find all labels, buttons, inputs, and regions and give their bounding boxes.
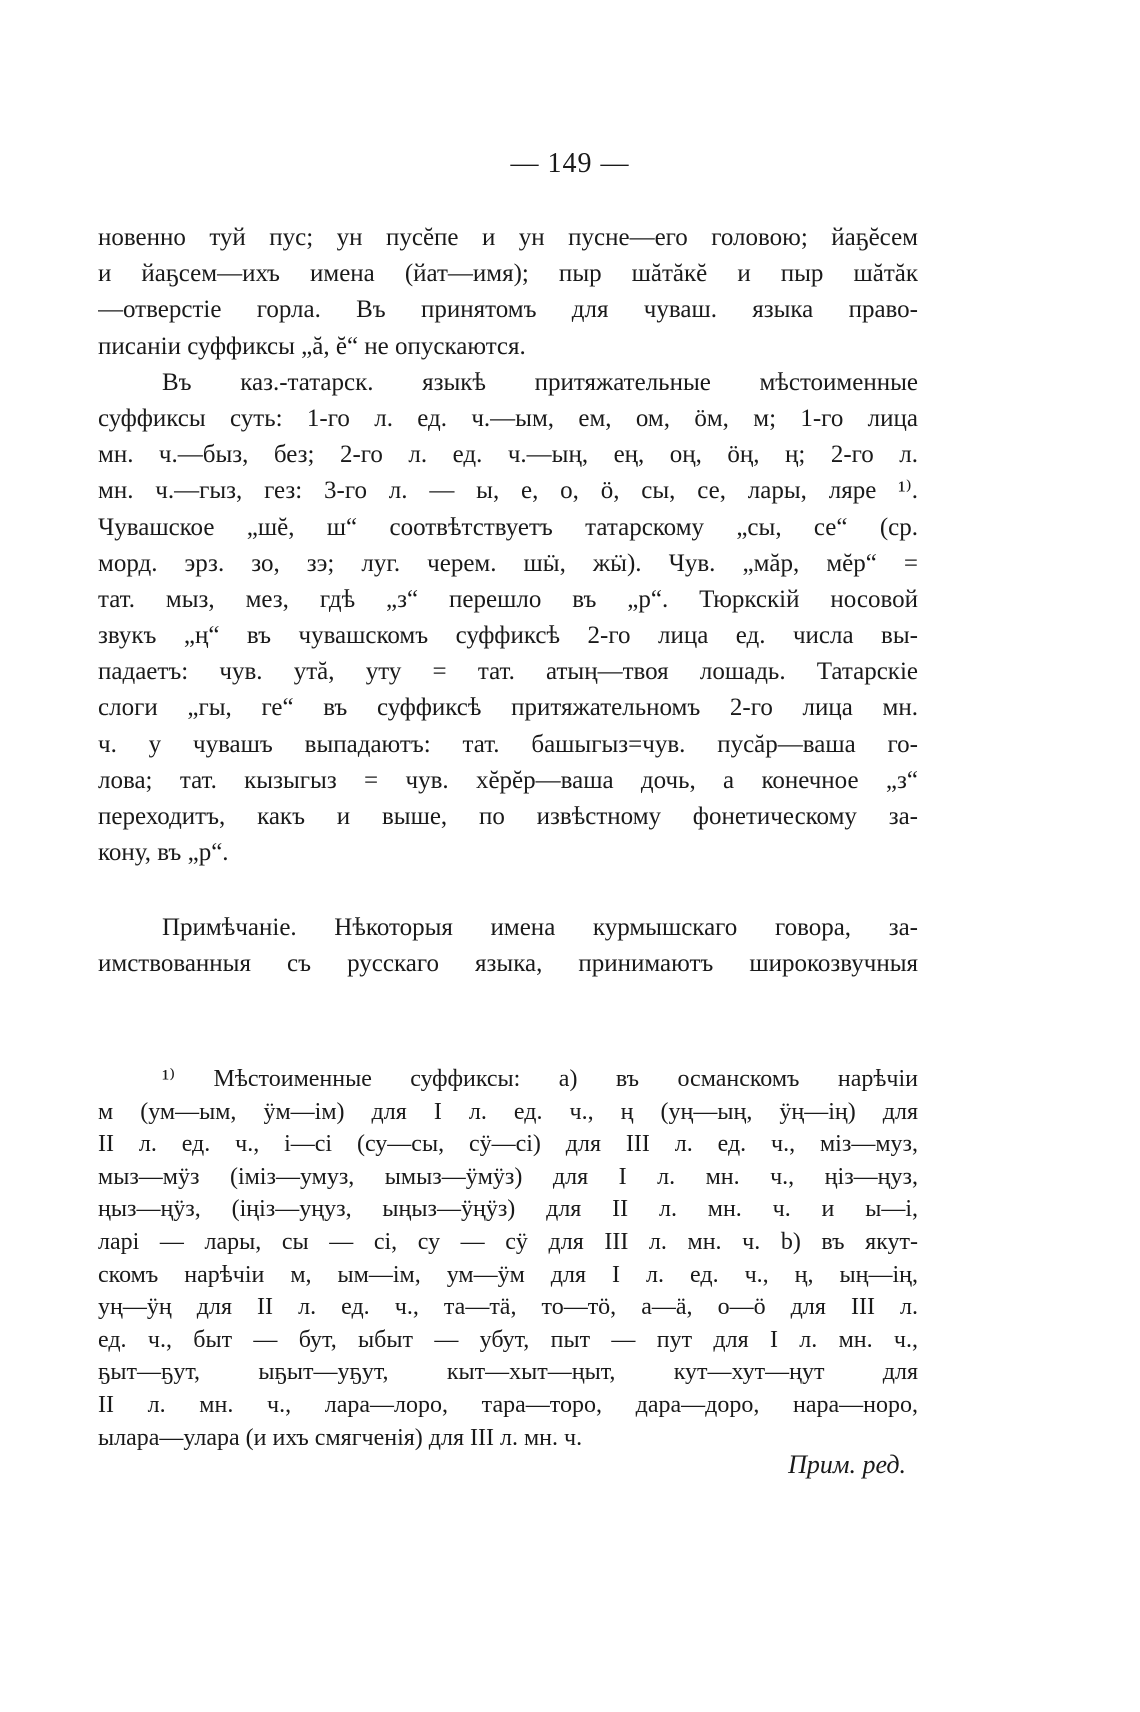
footnote-line-6: ларi — лары, сы — сi, су — сӱ для III л. мн. ч. b) въ якут- (98, 1228, 918, 1255)
main-line-5: Въ каз.-татарск. языкѣ притяжательные мѣстоименные (162, 368, 918, 396)
footnote-line-1: ¹⁾ Мѣстоименные суффиксы: а) въ османскомъ нарѣчiи (162, 1066, 918, 1092)
footnote-line-4: мыз—мӱз (iмiз—умуз, ымыз—ӱмӱз) для I л. мн. ч., ңiз—ңуз, (98, 1163, 918, 1190)
main-line-11: тат. мыз, мез, гдѣ „з“ перешло въ „р“. Тюркскiй носовой (98, 585, 918, 613)
note-paragraph (98, 910, 918, 982)
footnote-line-8: уң—ӱң для II л. ед. ч., та—тӓ, то—тӧ, а—ӓ, о—ӧ для III л. (98, 1294, 918, 1321)
note-line-2: имствованныя съ русскаго языка, принимаютъ широкозвучныя (98, 950, 918, 978)
main-line-9: Чувашское „шĕ, ш“ соотвѣтствуетъ татарскому „сы, се“ (ср. (98, 513, 918, 541)
main-line-18: кону, въ „р“. (98, 839, 229, 867)
footnote (98, 1063, 918, 1454)
main-line-1: новенно туй пус; ун пусĕпе и ун пусне—его головою; йаҕĕсем (98, 224, 918, 251)
footnote-line-9: ед. ч., быт — бут, ыбыт — убут, пыт — пут для I л. мн. ч., (98, 1326, 918, 1353)
footnote-line-10: ҕыт—ҕут, ыҕыт—уҕут, кыт—хыт—ңыт, кут—хут—ңут для (98, 1359, 918, 1386)
footnote-line-2: м (ум—ым, ӱм—iм) для I л. ед. ч., ң (уң—ың, ӱң—iң) для (98, 1098, 918, 1125)
footnote-line-12: ылара—улара (и ихъ смягченiя) для III л. мн. ч. (98, 1424, 583, 1451)
page-number: — 149 — (510, 148, 630, 179)
footnote-line-7: скомъ нарѣчiи м, ым—iм, ум—ӱм для I л. ед. ч., ң, ың—iң, (98, 1261, 918, 1288)
main-line-3: —отверстiе горла. Въ принятомъ для чуваш. языка право- (98, 296, 918, 324)
footnote-line-3: II л. ед. ч., i—сi (су—сы, сӱ—сi) для III л. ед. ч., мiз—муз, (98, 1131, 918, 1158)
main-line-7: мн. ч.—быз, без; 2-го л. ед. ч.—ың, ең, оң, ӧң, ң; 2-го л. (98, 441, 918, 469)
main-line-17: переходитъ, какъ и выше, по извѣстному фонетическому за- (98, 803, 918, 830)
main-line-6: суффиксы суть: 1-го л. ед. ч.—ым, ем, ом, ӧм, м; 1-го лица (98, 404, 918, 432)
main-line-13: падаетъ: чув. утă, уту = тат. атың—твоя лошадь. Татарскiе (98, 658, 918, 686)
footnote-line-11: II л. мн. ч., лара—лоро, тара—торо, дара—доро, нара—норо, (98, 1391, 918, 1418)
main-line-15: ч. у чувашъ выпадаютъ: тат. башыгыз=чув. пусăр—ваша го- (98, 730, 918, 758)
main-line-16: лова; тат. кызыгыз = чув. хĕрĕр—ваша дочь, а конечное „з“ (98, 766, 918, 794)
main-line-14: слоги „гы, ге“ въ суффиксѣ притяжательномъ 2-го лица мн. (98, 694, 918, 722)
footnote-line-5: ңыз—ңӱз, (iңiз—уңуз, ыңыз—ӱңӱз) для II л. мн. ч. и ы—i, (98, 1196, 918, 1223)
editor-note-signature: Прим. ред. (788, 1450, 906, 1479)
note-line-1: Примѣчанiе. Нѣкоторыя имена курмышскаго говора, за- (162, 914, 918, 941)
main-text (98, 220, 918, 871)
main-line-10: морд. эрз. зо, зэ; луг. черем. шӹ, жӹ). Чув. „мăр, мĕр“ = (98, 549, 918, 577)
main-line-2: и йаҕсем—ихъ имена (йат—имя); пыр шăтăкĕ и пыр шăтăк (98, 260, 918, 288)
main-line-4: писанiи суффиксы „ă, ĕ“ не опускаются. (98, 332, 526, 360)
main-line-12: звукъ „ң“ въ чувашскомъ суффиксѣ 2-го лица ед. числа вы- (98, 622, 918, 650)
main-line-8: мн. ч.—гыз, гез: 3-го л. — ы, е, о, ӧ, сы, се, лары, ляре ¹⁾. (98, 477, 918, 505)
